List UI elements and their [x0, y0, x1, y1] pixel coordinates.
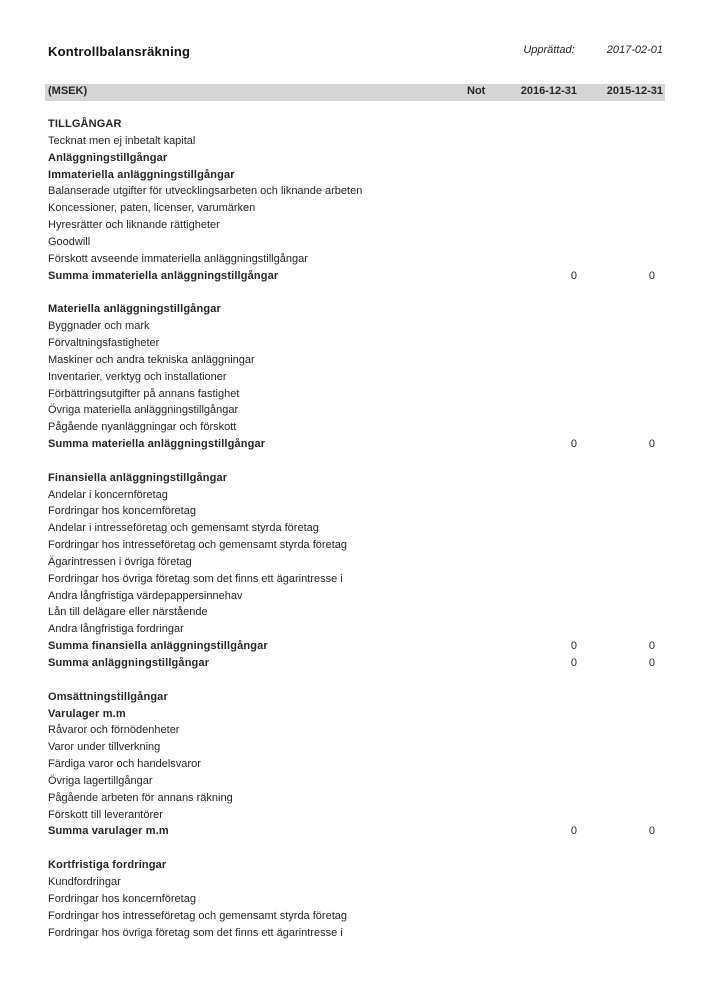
- row-note: [455, 807, 503, 824]
- table-row: [45, 773, 665, 790]
- row-label: Förbättringsutgifter på annans fastighet: [48, 387, 240, 400]
- table-row: [45, 823, 665, 840]
- row-label: [45, 284, 455, 301]
- row-label: Pågående arbeten för annans räkning: [48, 791, 233, 804]
- row-label: Fordringar hos intresseföretag och gemensamt styrda företag: [48, 909, 347, 922]
- row-value-2015: [585, 621, 665, 638]
- table-row: [45, 908, 665, 925]
- table-row: [45, 167, 665, 184]
- row-value-2016: [503, 588, 585, 605]
- row-value-2016: [503, 234, 585, 251]
- row-note: [455, 251, 503, 268]
- row-note: [455, 453, 503, 470]
- table-row: [45, 655, 665, 672]
- row-value-2015: [585, 857, 665, 874]
- row-note: [455, 571, 503, 588]
- row-value-2016: [503, 133, 585, 150]
- row-value-2015: 0: [648, 438, 655, 451]
- document-header: [48, 44, 663, 59]
- table-row: [45, 369, 665, 386]
- row-label: [45, 453, 455, 470]
- row-value-2016: [503, 689, 585, 706]
- row-value-2015: [585, 318, 665, 335]
- row-label: Andelar i koncernföretag: [48, 488, 168, 501]
- table-row: [45, 621, 665, 638]
- row-note: [455, 840, 503, 857]
- row-value-2016: [503, 756, 585, 773]
- row-value-2015: [585, 756, 665, 773]
- row-value-2016: [503, 116, 585, 133]
- table-row: [45, 335, 665, 352]
- prepared-date: 2017-02-01: [606, 44, 663, 56]
- row-label: Pågående nyanläggningar och förskott: [48, 421, 237, 434]
- row-value-2016: [503, 301, 585, 318]
- table-row: [45, 133, 665, 150]
- row-value-2015: [585, 908, 665, 925]
- row-label: Koncessioner, paten, licenser, varumärken: [48, 202, 256, 215]
- row-value-2016: [503, 402, 585, 419]
- row-value-2016: [503, 520, 585, 537]
- row-label: Materiella anläggningstillgångar: [48, 303, 221, 316]
- table-row: [45, 790, 665, 807]
- row-value-2016: [503, 840, 585, 857]
- row-value-2016: [503, 790, 585, 807]
- row-value-2015: [585, 689, 665, 706]
- row-value-2016: [503, 908, 585, 925]
- table-row: [45, 251, 665, 268]
- row-value-2016: [503, 183, 585, 200]
- row-note: [455, 722, 503, 739]
- row-note: [455, 402, 503, 419]
- table-row: [45, 925, 665, 942]
- row-label: Andra långfristiga fordringar: [48, 623, 184, 636]
- row-note: [455, 891, 503, 908]
- row-value-2016: 0: [570, 269, 577, 282]
- row-value-2015: [585, 470, 665, 487]
- table-row: [45, 217, 665, 234]
- row-value-2015: [585, 706, 665, 723]
- row-label: Byggnader och mark: [48, 320, 150, 333]
- row-label: Omsättningstillgångar: [48, 690, 168, 703]
- row-label: [45, 840, 455, 857]
- row-value-2016: [503, 706, 585, 723]
- table-row: [45, 520, 665, 537]
- row-value-2016: [503, 419, 585, 436]
- row-value-2016: [503, 537, 585, 554]
- row-label: Summa varulager m.m: [48, 825, 169, 838]
- row-note: [455, 284, 503, 301]
- row-label: [45, 672, 455, 689]
- row-label: Kortfristiga fordringar: [48, 859, 167, 872]
- balance-sheet-rows: [45, 116, 665, 941]
- table-row: [45, 116, 665, 133]
- row-value-2015: [585, 167, 665, 184]
- table-row-blank: [45, 840, 665, 857]
- row-note: [455, 689, 503, 706]
- row-note: [455, 672, 503, 689]
- row-note: [455, 116, 503, 133]
- row-label: Finansiella anläggningstillgångar: [48, 471, 228, 484]
- row-value-2016: [503, 470, 585, 487]
- table-row-blank: [45, 284, 665, 301]
- table-row: [45, 874, 665, 891]
- row-value-2015: [585, 352, 665, 369]
- row-note: [455, 655, 503, 672]
- row-value-2016: [503, 217, 585, 234]
- row-note: [455, 925, 503, 942]
- row-value-2015: [585, 790, 665, 807]
- row-label: Anläggningstillgångar: [48, 151, 168, 164]
- row-note: [455, 487, 503, 504]
- row-note: [455, 419, 503, 436]
- row-label: Fordringar hos intresseföretag och gemensamt styrda företag: [48, 539, 347, 552]
- row-label: Goodwill: [48, 235, 91, 248]
- table-row: [45, 183, 665, 200]
- row-value-2016: [503, 167, 585, 184]
- row-label: Immateriella anläggningstillgångar: [48, 168, 235, 181]
- row-value-2015: [585, 183, 665, 200]
- row-note: [455, 604, 503, 621]
- row-label: Inventarier, verktyg och installationer: [48, 370, 227, 383]
- row-value-2015: [585, 925, 665, 942]
- table-row: [45, 891, 665, 908]
- row-note: [455, 621, 503, 638]
- row-value-2016: [503, 200, 585, 217]
- column-header-period-2015: 2015-12-31: [606, 85, 663, 97]
- row-note: [455, 739, 503, 756]
- row-label: Summa finansiella anläggningstillgångar: [48, 640, 268, 653]
- row-value-2016: [503, 571, 585, 588]
- row-note: [455, 908, 503, 925]
- table-row: [45, 352, 665, 369]
- table-row: [45, 419, 665, 436]
- row-note: [455, 756, 503, 773]
- row-value-2016: [503, 369, 585, 386]
- row-label: Övriga lagertillgångar: [48, 774, 153, 787]
- table-row: [45, 150, 665, 167]
- row-value-2016: [503, 352, 585, 369]
- table-row-blank: [45, 672, 665, 689]
- table-row: [45, 318, 665, 335]
- row-label: Lån till delägare eller närstående: [48, 606, 208, 619]
- row-value-2015: [585, 840, 665, 857]
- row-label: Balanserade utgifter för utvecklingsarbeten och liknande arbeten: [48, 185, 363, 198]
- row-label: Råvaror och förnödenheter: [48, 724, 180, 737]
- row-value-2015: [585, 487, 665, 504]
- row-note: [455, 200, 503, 217]
- row-value-2015: [585, 335, 665, 352]
- row-value-2015: [585, 571, 665, 588]
- row-value-2016: [503, 386, 585, 403]
- row-value-2015: [585, 116, 665, 133]
- row-value-2015: [585, 891, 665, 908]
- row-label: Färdiga varor och handelsvaror: [48, 758, 201, 771]
- table-row: [45, 571, 665, 588]
- row-label: Förskott till leverantörer: [48, 808, 163, 821]
- row-value-2015: 0: [648, 640, 655, 653]
- table-row: [45, 857, 665, 874]
- row-value-2015: [585, 419, 665, 436]
- row-value-2015: [585, 773, 665, 790]
- row-label: Summa anläggningstillgångar: [48, 657, 210, 669]
- row-value-2016: [503, 335, 585, 352]
- row-note: [455, 234, 503, 251]
- column-header-unit: (MSEK): [48, 85, 88, 97]
- row-value-2015: [585, 402, 665, 419]
- row-value-2016: [503, 251, 585, 268]
- table-row: [45, 604, 665, 621]
- row-label: Andra långfristiga värdepappersinnehav: [48, 589, 243, 602]
- table-row: [45, 503, 665, 520]
- row-label: Fordringar hos koncernföretag: [48, 892, 196, 905]
- table-row: [45, 689, 665, 706]
- row-note: [455, 318, 503, 335]
- row-value-2016: 0: [570, 657, 577, 669]
- row-value-2015: [585, 301, 665, 318]
- row-value-2016: [503, 722, 585, 739]
- table-row-blank: [45, 453, 665, 470]
- row-note: [455, 352, 503, 369]
- row-value-2016: [503, 773, 585, 790]
- row-value-2015: [585, 722, 665, 739]
- row-note: [455, 503, 503, 520]
- prepared-block: [523, 44, 663, 56]
- row-value-2016: [503, 318, 585, 335]
- row-value-2016: [503, 503, 585, 520]
- row-value-2015: [585, 520, 665, 537]
- row-note: [455, 133, 503, 150]
- table-row: [45, 588, 665, 605]
- row-value-2015: [585, 251, 665, 268]
- row-value-2015: [585, 672, 665, 689]
- table-row: [45, 739, 665, 756]
- row-label: Hyresrätter och liknande rättigheter: [48, 219, 220, 232]
- row-value-2016: [503, 739, 585, 756]
- table-row: [45, 200, 665, 217]
- row-value-2016: [503, 874, 585, 891]
- row-value-2015: [585, 200, 665, 217]
- table-row: [45, 268, 665, 285]
- row-label: Övriga materiella anläggningstillgångar: [48, 404, 239, 417]
- row-value-2016: [503, 891, 585, 908]
- row-value-2016: [503, 621, 585, 638]
- row-value-2015: [585, 150, 665, 167]
- row-label: Andelar i intresseföretag och gemensamt styrda företag: [48, 522, 319, 535]
- row-note: [455, 268, 503, 285]
- row-value-2015: [585, 369, 665, 386]
- table-row: [45, 807, 665, 824]
- table-row: [45, 402, 665, 419]
- row-value-2015: [585, 874, 665, 891]
- row-value-2015: [585, 234, 665, 251]
- table-header-bar: [45, 84, 665, 101]
- table-row: [45, 470, 665, 487]
- row-note: [455, 335, 503, 352]
- row-label: Tecknat men ej inbetalt kapital: [48, 134, 196, 147]
- row-note: [455, 823, 503, 840]
- row-value-2015: [585, 739, 665, 756]
- row-note: [455, 470, 503, 487]
- row-value-2016: 0: [570, 825, 577, 838]
- row-value-2016: [503, 925, 585, 942]
- row-value-2016: [503, 453, 585, 470]
- row-value-2016: 0: [570, 640, 577, 653]
- row-value-2015: [585, 284, 665, 301]
- row-value-2016: [503, 487, 585, 504]
- row-label: Förvaltningsfastigheter: [48, 336, 160, 349]
- row-value-2016: [503, 604, 585, 621]
- row-value-2015: [585, 554, 665, 571]
- row-label: Ägarintressen i övriga företag: [48, 555, 192, 568]
- row-value-2016: [503, 807, 585, 824]
- row-note: [455, 638, 503, 655]
- table-row: [45, 537, 665, 554]
- row-value-2015: [585, 133, 665, 150]
- row-value-2015: [585, 453, 665, 470]
- table-row: [45, 487, 665, 504]
- row-note: [455, 386, 503, 403]
- row-note: [455, 588, 503, 605]
- row-label: Varulager m.m: [48, 707, 126, 720]
- table-row: [45, 706, 665, 723]
- row-value-2016: [503, 150, 585, 167]
- row-value-2015: [585, 503, 665, 520]
- row-value-2016: [503, 672, 585, 689]
- row-label: Fordringar hos övriga företag som det finns ett ägarintresse i: [48, 572, 343, 585]
- row-label: TILLGÅNGAR: [48, 118, 122, 130]
- row-note: [455, 773, 503, 790]
- row-note: [455, 150, 503, 167]
- row-note: [455, 554, 503, 571]
- row-value-2015: 0: [648, 269, 655, 282]
- row-label: Fordringar hos övriga företag som det finns ett ägarintresse i: [48, 926, 343, 939]
- column-header-note: Not: [467, 85, 486, 97]
- row-label: Varor under tillverkning: [48, 741, 161, 754]
- table-row: [45, 722, 665, 739]
- row-value-2015: [585, 537, 665, 554]
- row-value-2015: [585, 386, 665, 403]
- row-value-2016: [503, 554, 585, 571]
- row-note: [455, 369, 503, 386]
- row-note: [455, 167, 503, 184]
- row-note: [455, 301, 503, 318]
- table-row: [45, 554, 665, 571]
- row-note: [455, 537, 503, 554]
- row-label: Fordringar hos koncernföretag: [48, 505, 196, 518]
- row-label: Summa materiella anläggningstillgångar: [48, 438, 266, 451]
- row-label: Summa immateriella anläggningstillgångar: [48, 269, 279, 282]
- row-value-2015: [585, 588, 665, 605]
- page-title: Kontrollbalansräkning: [48, 44, 191, 59]
- row-note: [455, 790, 503, 807]
- row-note: [455, 183, 503, 200]
- table-row: [45, 301, 665, 318]
- row-value-2015: [585, 604, 665, 621]
- table-row: [45, 638, 665, 655]
- row-label: Förskott avseende immateriella anläggningstillgångar: [48, 252, 308, 265]
- table-row: [45, 386, 665, 403]
- row-note: [455, 436, 503, 453]
- row-label: Kundfordringar: [48, 875, 121, 888]
- row-value-2015: [585, 217, 665, 234]
- row-value-2016: [503, 857, 585, 874]
- row-note: [455, 874, 503, 891]
- row-note: [455, 706, 503, 723]
- row-label: Maskiner och andra tekniska anläggningar: [48, 353, 255, 366]
- row-note: [455, 520, 503, 537]
- row-value-2016: 0: [570, 438, 577, 451]
- row-value-2015: [585, 807, 665, 824]
- row-value-2016: [503, 284, 585, 301]
- table-row: [45, 756, 665, 773]
- prepared-label: Upprättad:: [523, 44, 575, 56]
- row-note: [455, 217, 503, 234]
- column-header-period-2016: 2016-12-31: [520, 85, 577, 97]
- row-value-2015: 0: [648, 825, 655, 838]
- row-value-2015: 0: [648, 657, 655, 669]
- table-row: [45, 234, 665, 251]
- table-row: [45, 436, 665, 453]
- row-note: [455, 857, 503, 874]
